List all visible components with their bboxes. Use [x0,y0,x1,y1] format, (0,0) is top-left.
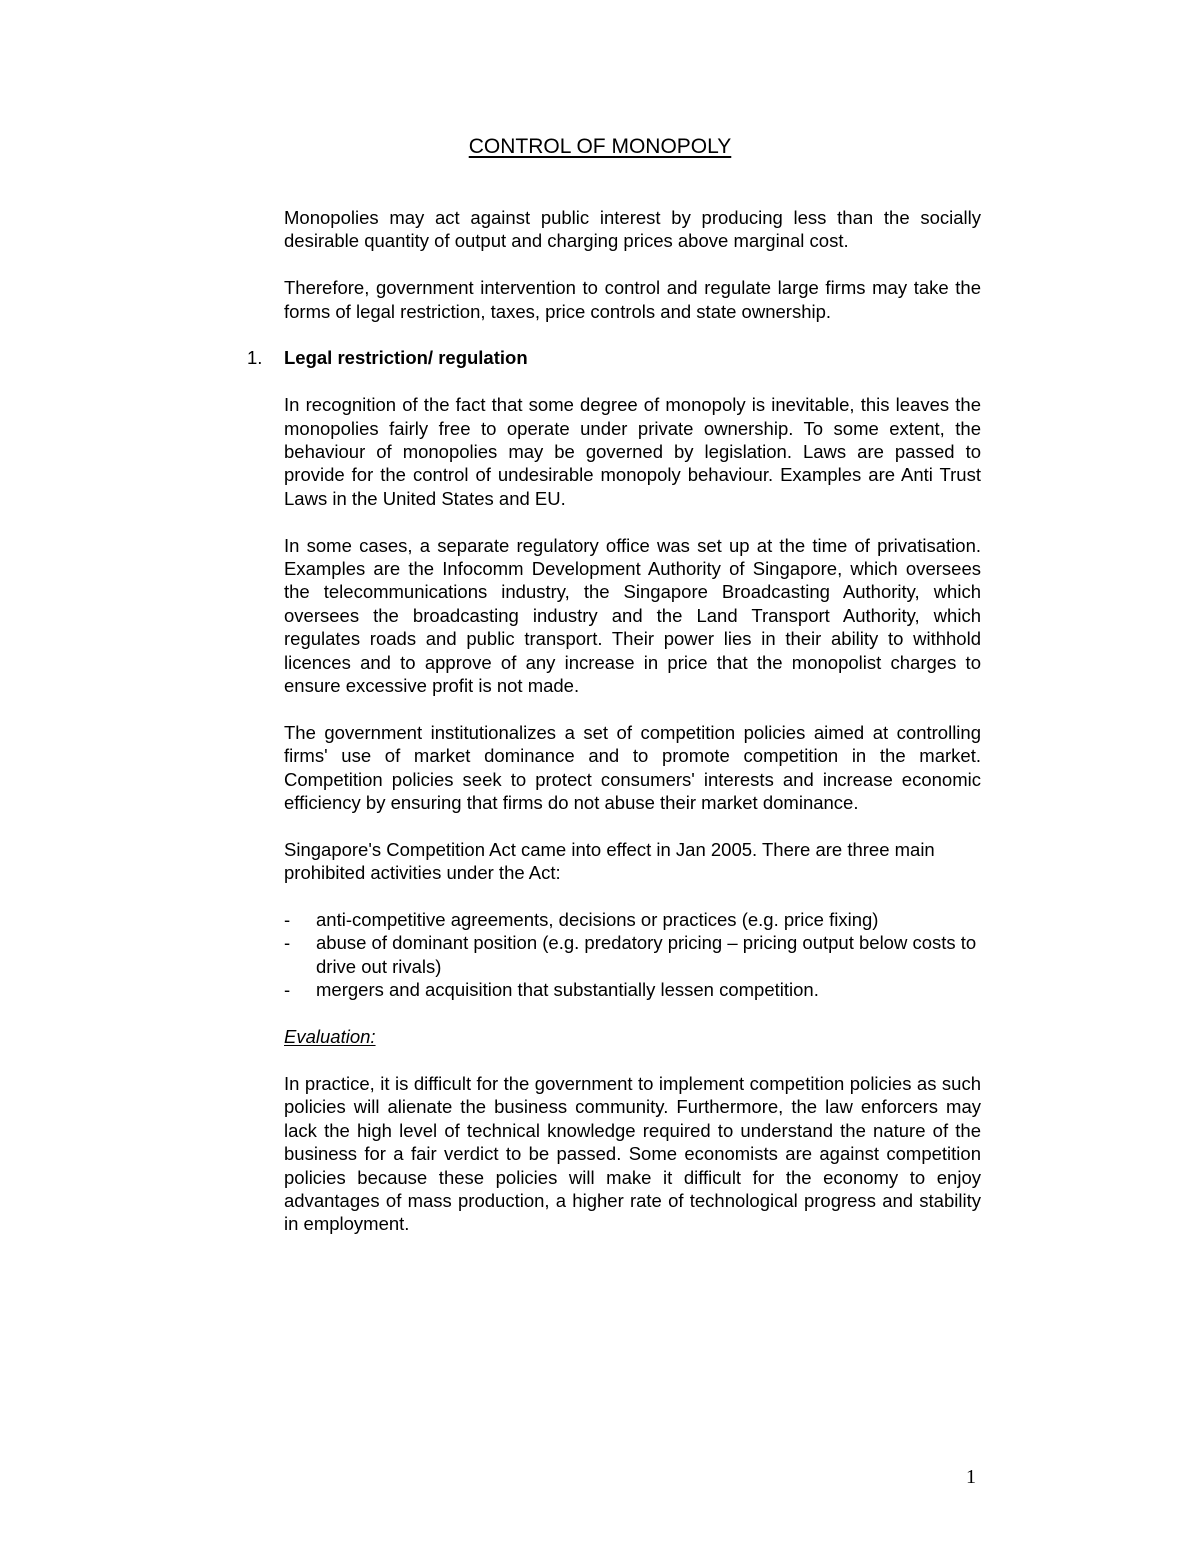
list-item [284,908,981,931]
list-item [284,978,981,1001]
page-number: 1 [966,1466,976,1488]
list-item-text: mergers and acquisition that substantially lessen competition. [316,979,819,1001]
section-heading-text: Legal restriction/ regulation [284,347,528,369]
evaluation-label: Evaluation: [284,1026,376,1048]
evaluation-paragraph: In practice, it is difficult for the government to implement competition policies as such policies will alienate the business community. Furthermore, the law enforcers may lack the high level of technical knowledge required to understand the nature of the business for a fair verdict to be passed. Some economists are against competition policies because these policies will make it difficult for the economy to enjoy advantages of mass production, a higher rate of technological progress and stability in employment. [284,1072,981,1235]
section-paragraph-3: The government institutionalizes a set of competition policies aimed at controlling firms' use of market dominance and to promote competition in the market. Competition policies seek to protect consumers' interests and increase economic efficiency by ensuring that firms do not abuse their market dominance. [284,721,981,814]
bullet-marker: - [284,932,291,954]
list-item [284,931,981,978]
bullet-marker: - [284,979,291,1001]
list-item-text: anti-competitive agreements, decisions or practices (e.g. price fixing) [316,909,879,931]
section-paragraph-1: In recognition of the fact that some degree of monopoly is inevitable, this leaves the monopolies fairly free to operate under private ownership. To some extent, the behaviour of monopolies may be governed by legislation. Laws are passed to provide for the control of undesirable monopoly behaviour. Examples are Anti Trust Laws in the United States and EU. [284,394,981,509]
section-number: 1. [247,347,263,369]
document-body [247,206,981,1259]
page-title: CONTROL OF MONOPOLY [468,135,732,158]
intro-paragraph-2: Therefore, government intervention to control and regulate large firms may take the forms of legal restriction, taxes, price controls and state ownership. [284,277,981,322]
intro-paragraph-1: Monopolies may act against public interest by producing less than the socially desirable quantity of output and charging prices above marginal cost. [284,207,981,252]
prohibited-activities-list [284,908,981,1002]
section-paragraph-4: Singapore's Competition Act came into effect in Jan 2005. There are three main prohibited activities under the Act: [284,838,935,884]
section-paragraph-2: In some cases, a separate regulatory office was set up at the time of privatisation. Examples are the Infocomm Development Authority of Singapore, which oversees the telecommunications industry, the Singapore Broadcasting Authority, which oversees the broadcasting industry and the Land Transport Authority, which regulates roads and public transport. Their power lies in their ability to withhold licences and to approve of any increase in price that the monopolist charges to ensure excessive profit is not made. [284,534,981,697]
section-heading [247,346,981,369]
bullet-marker: - [284,909,291,931]
list-item-text: abuse of dominant position (e.g. predatory pricing – pricing output below costs to drive out rivals) [316,932,977,977]
